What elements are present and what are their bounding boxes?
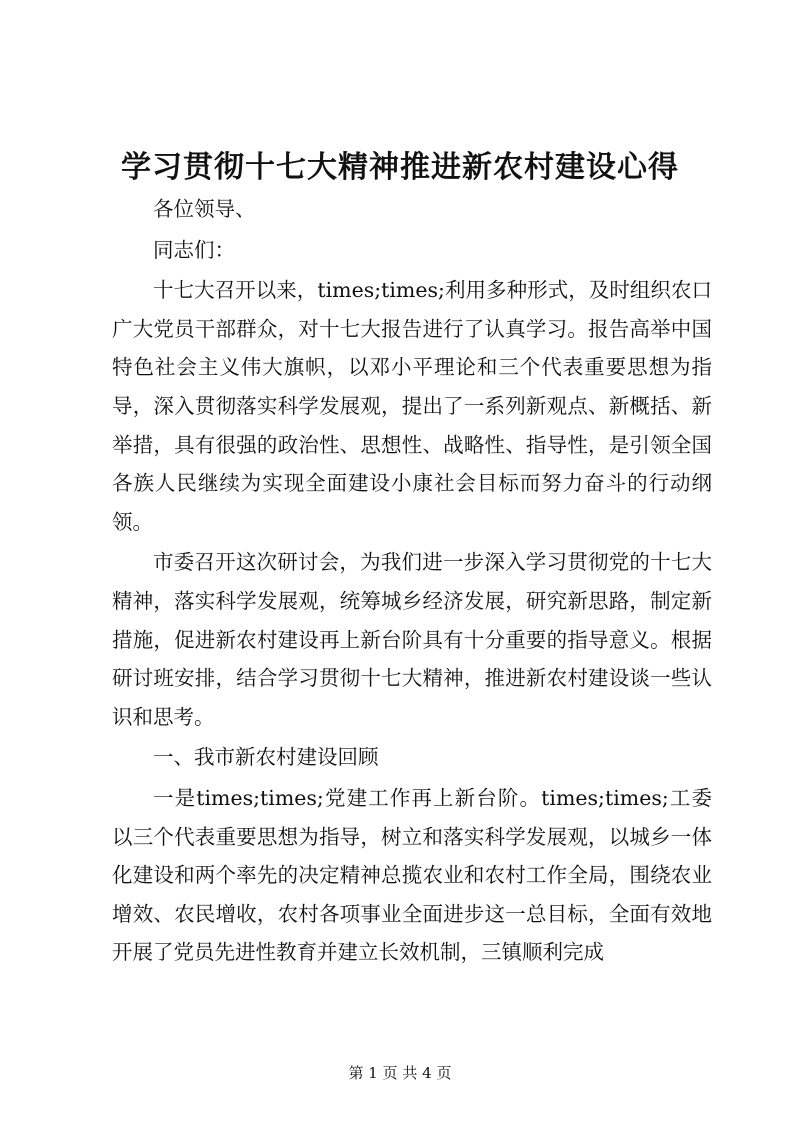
salutation-leaders: 各位领导、 [153,197,256,221]
document-title: 学习贯彻十七大精神推进新农村建设心得 [121,150,679,185]
paragraph-party-building: 一是times;times;党建工作再上新台阶。times;times;工委以三个代表重要思想为指导，树立和落实科学发展观，以城乡一体化建设和两个率先的决定精神总揽农业和农村工作全局，围绕农业增效、农民增收，农村各项事业全面进步这一总目标，全面有效地开展了党员先进性教育并建立长效机制，三镇顺利完成 [112,785,712,965]
document-body [112,190,712,974]
section-heading: 一、我市新农村建设回顾 [153,745,379,770]
page-footer: 第 1 页 共 4 页 [348,1064,452,1082]
salutation-comrades: 同志们： [153,237,235,262]
paragraph-meeting: 市委召开这次研讨会，为我们进一步深入学习贯彻党的十七大精神，落实科学发展观，统筹城乡经济发展，研究新思路，制定新措施，促进新农村建设再上新台阶具有十分重要的指导意义。根据研讨班安排，结合学习贯彻十七大精神，推进新农村建设谈一些认识和思考。 [112,550,712,729]
paragraph-intro: 十七大召开以来，times;times;利用多种形式，及时组织农口广大党员干部群众，对十七大报告进行了认真学习。报告高举中国特色社会主义伟大旗帜，以邓小平理论和三个代表重要思想为指导，深入贯彻落实科学发展观，提出了一系列新观点、新概括、新举措，具有很强的政治性、思想性、战略性、指导性，是引领全国各族人民继续为实现全面建设小康社会目标而努力奋斗的行动纲领。 [112,278,712,534]
